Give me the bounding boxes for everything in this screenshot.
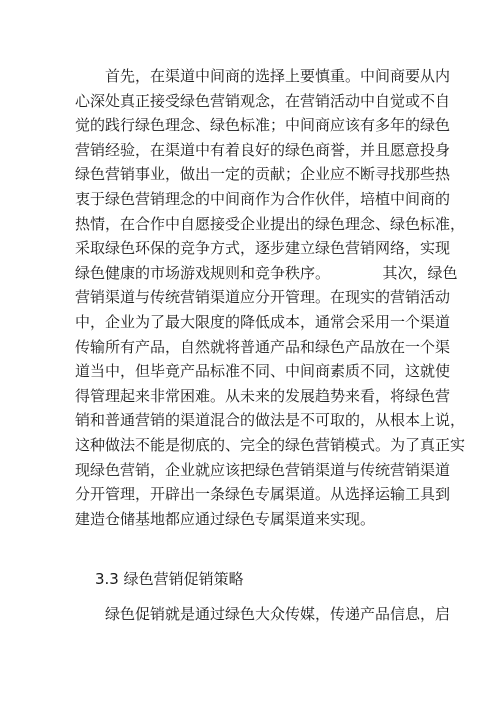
text-line: 分开管理，开辟出一条绿色专属渠道。从选择运输工具到 xyxy=(75,485,451,504)
text-line: 采取绿色环保的竞争方式，逐步建立绿色营销网络，实现 xyxy=(75,239,451,258)
text-line: 衷于绿色营销理念的中间商作为合作伙伴，培植中间商的 xyxy=(75,189,451,208)
text-line: 绿色营销事业，做出一定的贡献；企业应不断寻找那些热 xyxy=(75,165,451,184)
text-line: 营销渠道与传统营销渠道应分开管理。在现实的营销活动 xyxy=(75,288,451,307)
text-line: 热情，在合作中自愿接受企业提出的绿色理念、绿色标准， xyxy=(75,214,466,233)
text-line: 绿色促销就是通过绿色大众传媒，传递产品信息，启 xyxy=(105,605,451,623)
text-line: 建造仓储基地都应通过绿色专属渠道来实现。 xyxy=(75,509,376,528)
text-line: 道当中，但毕竟产品标准不同、中间商素质不同，这就使 xyxy=(75,362,451,381)
text-line: 首先，在渠道中间商的选择上要慎重。中间商要从内 xyxy=(105,67,451,85)
text-line: 心深处真正接受绿色营销观念，在营销活动中自觉或不自 xyxy=(75,91,451,110)
paragraph-green-promotion xyxy=(75,602,451,627)
text-line: 传输所有产品，自然就将普通产品和绿色产品放在一个渠 xyxy=(75,337,451,356)
text-line: 绿色健康的市场游戏规则和竞争秩序。 其次，绿色 xyxy=(75,263,458,282)
text-line: 觉的践行绿色理念、绿色标准；中间商应该有多年的绿色 xyxy=(75,116,451,135)
text-line: 销和普通营销的渠道混合的做法是不可取的，从根本上说， xyxy=(75,411,466,430)
text-line: 现绿色营销，企业就应该把绿色营销渠道与传统营销渠道 xyxy=(75,460,451,479)
paragraph-channel-management xyxy=(75,64,466,531)
text-line: 这种做法不能是彻底的、完全的绿色营销模式。为了真正实 xyxy=(75,435,466,454)
text-line: 得管理起来非常困难。从未来的发展趋势来看，将绿色营 xyxy=(75,386,451,405)
section-heading: 3.3 绿色营销促销策略 xyxy=(95,570,244,588)
text-line: 营销经验，在渠道中有着良好的绿色商誉，并且愿意投身 xyxy=(75,140,451,159)
text-line: 中，企业为了最大限度的降低成本，通常会采用一个渠道 xyxy=(75,312,451,331)
